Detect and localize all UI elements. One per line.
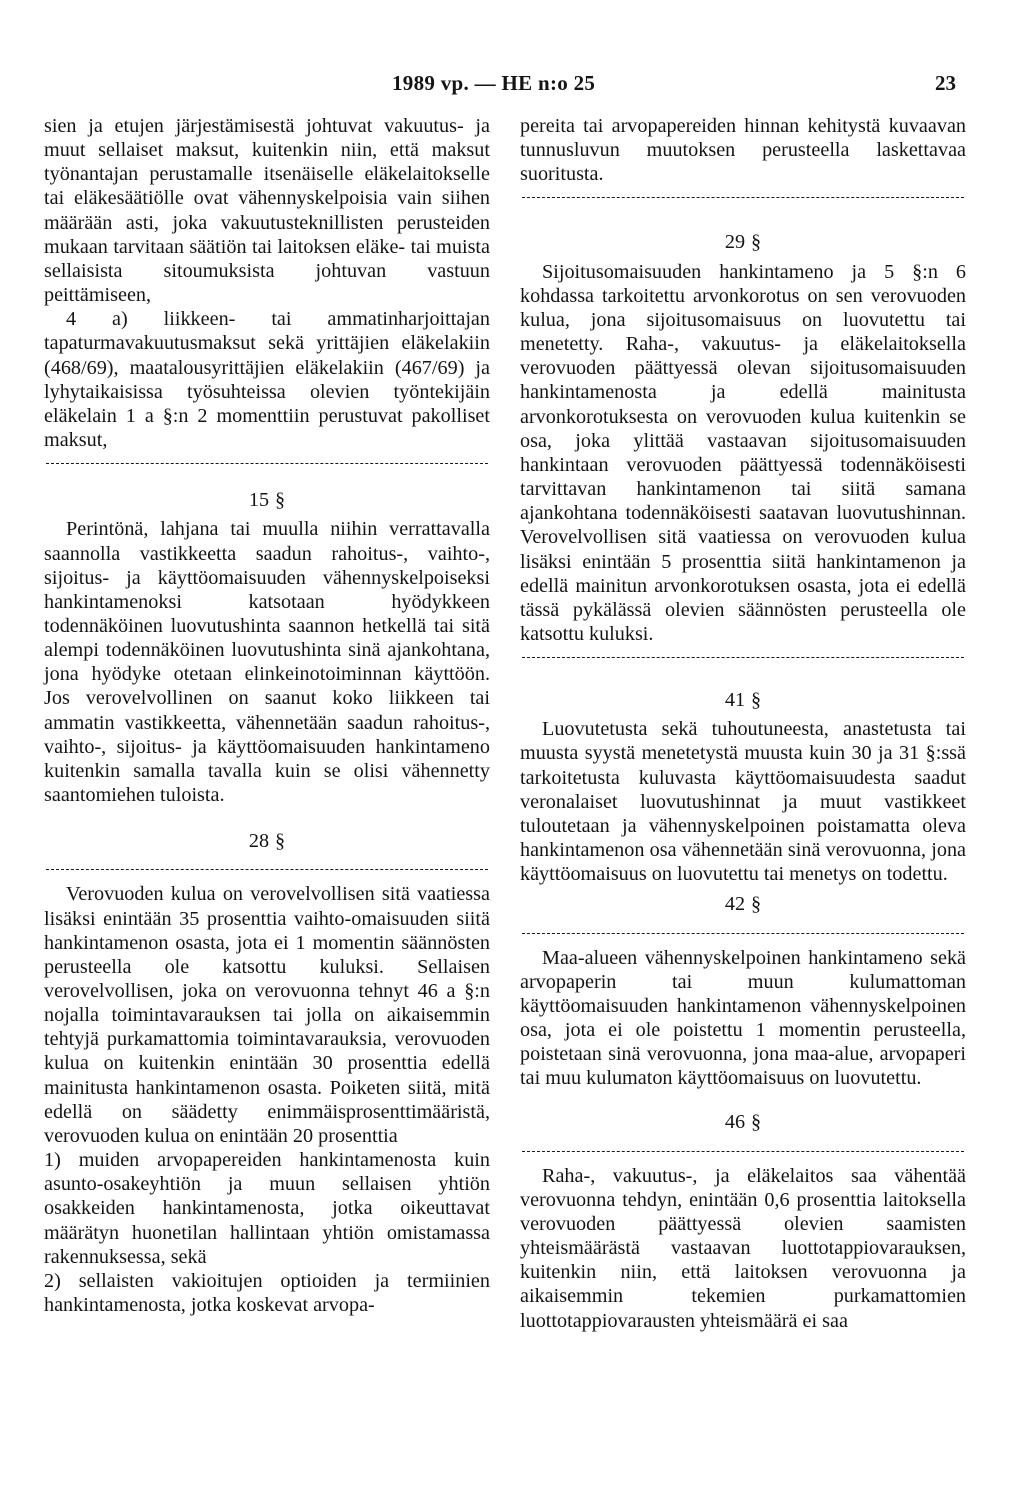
section-28-text: Verovuoden kulua on verovelvollisen sitä vaatiessa lisäksi enintään 35 prosenttia vaihto-omaisuuden siitä hankintamenon osasta, jota ei 1 momentin säännösten perusteella ole katsottu kuluksi. Sellaisen verovelvollisen, joka on verovuonna tehnyt 46 a §:n nojalla toimintavarauksen tai jolla on aikaisemmin tehtyjä purkamattomia toimintavarauksia, verovuoden kulua on kuitenkin enintään 30 prosenttia edellä mainitusta hankintamenon osasta. Poiketen siitä, mitä edellä on säädetty enimmäisprosenttimääristä, verovuoden kulua on enintään 20 prosenttia	[44, 883, 490, 1147]
section-heading-15	[44, 488, 490, 512]
section-symbol: §	[275, 489, 286, 512]
omission-dashes	[520, 646, 966, 670]
section-heading-42	[520, 892, 966, 916]
section-29-text: Sijoitusomaisuuden hankintameno ja 5 §:n 6 kohdassa tarkoitettu arvonkorotus on sen verovuoden kulua, jona sijoitusomaisuus on luovutettu tai menetetty. Raha-, vakuutus- ja eläkelaitoksella verovuoden päättyessä olevan sijoitusomaisuuden hankintamenosta ja edellä mainitusta arvonkorotuksesta on verovuoden kulua kuitenkin se osa, joka ylittää vastaavan sijoitusomaisuuden hankintaan verovuoden päättyessä todennäköisesti tarvittavan hankintamenon tai siitä samana ajankohtana todennäköisesti saatavan luovutushinnan. Verovelvollisen sitä vaatiessa on verovuoden kulua lisäksi enintään 5 prosenttia siitä hankintamenon ja edellä mainitun arvonkorotuksen osasta, jota ei edellä tässä pykälässä olevien säännösten perusteella ole katsottu kuluksi.	[520, 260, 966, 645]
omission-dashes	[520, 922, 966, 946]
section-number: 29	[724, 231, 746, 254]
left-column	[44, 114, 490, 1317]
section-symbol: §	[751, 893, 762, 916]
section-symbol: §	[751, 689, 762, 712]
running-head: 1989 vp. — HE n:o 25	[392, 71, 596, 95]
section-number: 15	[248, 489, 270, 512]
section-symbol: §	[751, 231, 762, 254]
section-number: 41	[724, 689, 746, 712]
omission-dashes	[44, 452, 490, 476]
section-41-text: Luovutetusta sekä tuhoutuneesta, anastetusta tai muusta syystä menetetystä muusta kuin 30 ja 31 §:ssä tarkoitetusta kuluvasta käyttöomaisuudesta saadut veronalaiset luovutushinnat ja muut vastikkeet tuloutetaan ja vähennyskelpoinen poistamatta oleva hankintamenon osa vähennetään sinä verovuonna, jona käyttöomaisuus on luovutettu tai menetys on todettu.	[520, 718, 966, 886]
omission-dashes	[520, 186, 966, 210]
section-heading-29	[520, 230, 966, 254]
section-heading-41	[520, 688, 966, 712]
omission-dashes	[520, 1140, 966, 1164]
section-28-item-2: 2) sellaisten vakioitujen optioiden ja termiinien hankintamenosta, jotka koskevat arvopa-	[44, 1269, 490, 1317]
paragraph-item-4a: 4 a) liikkeen- tai ammatinharjoittajan tapaturmavakuutusmaksut sekä yrittäjien eläkelakiin (468/69), maatalousyrittäjien eläkelakiin (467/69) ja lyhytaikaisissa työsuhteissa olevien työntekijäin eläkelain 1 a §:n 2 momenttiin perustuvat pakolliset maksut,	[44, 308, 490, 452]
page-header	[0, 71, 1024, 101]
section-heading-28	[44, 829, 490, 853]
page-number: 23	[935, 71, 956, 95]
section-symbol: §	[751, 1111, 762, 1134]
paragraph-continued: sien ja etujen järjestämisestä johtuvat vakuutus- ja muut sellaiset maksut, kuitenkin niin, että maksut työnantajan perustamalle itsenäiselle eläkelaitokselle tai eläkesäätiölle ovat vähennyskelpoisia vain siihen määrään asti, joka vakuutusteknillisten perusteiden mukaan tarvitaan säätiön tai laitoksen eläke- tai muista sellaisista sitoumuksista johtuvan vastuun peittämiseen,	[44, 115, 490, 307]
section-number: 28	[248, 830, 270, 853]
omission-dashes	[44, 858, 490, 882]
section-28-item-1: 1) muiden arvopapereiden hankintamenosta kuin asunto-osakeyhtiön ja muun sellaisen yhtiön osakkeiden hankintamenosta, jotka oikeuttavat määrätyn huonetilan hallintaan yhtiön omistamassa rakennuksessa, sekä	[44, 1149, 490, 1268]
section-46-text: Raha-, vakuutus-, ja eläkelaitos saa vähentää verovuonna tehdyn, enintään 0,6 prosenttia laitoksella verovuoden päättyessä olevien saamisten yhteismäärästä vastaavan luottotappiovarauksen, kuitenkin niin, että laitoksen verovuonna ja aikaisemmin tekemien purkamattomien luottotappiovarausten yhteismäärä ei saa	[520, 1164, 966, 1332]
section-number: 46	[724, 1111, 746, 1134]
section-heading-46	[520, 1110, 966, 1134]
section-15-text: Perintönä, lahjana tai muulla niihin verrattavalla saannolla vastikkeetta saadun rahoitus-, vaihto-, sijoitus- ja käyttöomaisuuden vähennyskelpoiseksi hankintamenoksi katsotaan hyödykkeen todennäköinen luovutushinta saannon hetkellä tai sitä alempi todennäköinen luovutushinta sinä ajankohtana, jona hyödyke otetaan elinkeinotoiminnan käyttöön. Jos verovelvollinen on saanut koko liikkeen tai ammatin vastikkeetta, vähennetään saadun rahoitus-, vaihto-, sijoitus- ja käyttöomaisuuden hankintameno kuitenkin samalla tavalla kuin se olisi vähennetty saantomiehen tuloista.	[44, 518, 490, 807]
section-number: 42	[724, 893, 746, 916]
section-42-text: Maa-alueen vähennyskelpoinen hankintameno sekä arvopaperin tai muun kulumattoman käyttöomaisuuden hankintamenon vähennyskelpoinen osa, jota ei ole poistettu 1 momentin perusteella, poistetaan sinä verovuonna, jona maa-alue, arvopaperi tai muu kulumaton käyttöomaisuus on luovutettu.	[520, 946, 966, 1090]
paragraph-continued: pereita tai arvopapereiden hinnan kehitystä kuvaavan tunnusluvun muutoksen perusteella laskettavaa suoritusta.	[520, 115, 966, 186]
section-symbol: §	[275, 830, 286, 853]
right-column	[520, 114, 966, 1333]
